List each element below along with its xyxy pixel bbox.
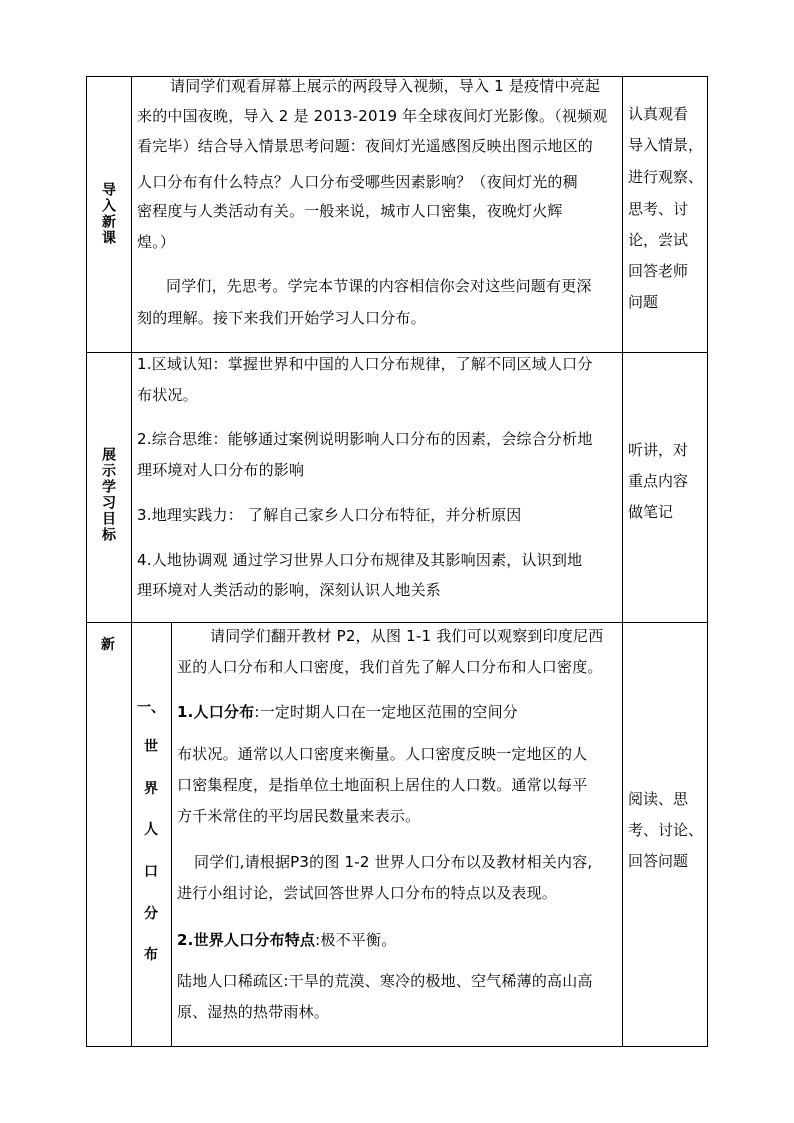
feature-title: 2.世界人口分布特点 [177, 931, 316, 949]
intro-line-7: 同学们，先思考。学完本节课的内容相信你会对这些问题有更深 [166, 277, 592, 295]
section-label-intro: 导入新课 [100, 182, 116, 246]
intro-line-5: 密程度与人类活动有关。一般来说，城市人口密集，夜晚灯火辉 [137, 202, 563, 220]
lesson-line: 同学们,请根据P3的图 1-2 世界人口分布以及教材相关内容, [194, 853, 593, 871]
objective-line: 2.综合思维：能够通过案例说明影响人口分布的因素，会综合分析地 [137, 430, 593, 448]
intro-activity-line: 论，尝试 [628, 231, 689, 249]
intro-activity-line: 回答老师 [628, 262, 689, 280]
intro-line-3: 看完毕）结合导入情景思考问题：夜间灯光遥感图反映出图示地区的 [137, 137, 594, 155]
table-left-border [86, 76, 87, 1047]
intro-activity-line: 认真观看 [628, 105, 689, 123]
lesson-line: 方千米常住的平均居民数量来表示。 [177, 807, 421, 825]
lesson-line: 进行小组讨论，尝试回答世界人口分布的特点以及表现。 [177, 884, 558, 902]
col-divider-label [131, 76, 132, 1047]
sub-label-char: 界 [144, 781, 158, 797]
lesson-line: 请同学们翻开教材 P2，从图 1-1 我们可以观察到印度尼西 [210, 627, 604, 645]
definition-text: :一定时期人口在一定地区范围的空间分 [254, 703, 518, 721]
objective-line: 布状况。 [137, 386, 198, 404]
col-divider-sub [171, 622, 172, 1047]
intro-line-8: 刻的理解。接下来我们开始学习人口分布。 [137, 309, 426, 327]
definition-title: 1.人口分布 [177, 703, 255, 721]
feature-text: :极不平衡。 [315, 931, 397, 949]
sub-label-char: 口 [144, 864, 158, 880]
sub-label-char: 一、 [137, 700, 165, 716]
sub-label-char: 分 [144, 906, 158, 922]
objectives-activity-line: 重点内容 [628, 472, 689, 490]
intro-line-4: 人口分布有什么特点？人口分布受哪些因素影响？（夜间灯光的稠 [137, 173, 578, 191]
col-divider-right [622, 76, 623, 1047]
objectives-activity-line: 听讲，对 [628, 441, 689, 459]
objective-line: 理环境对人口分布的影响 [137, 461, 305, 479]
lesson-line: 口密集程度，是指单位土地面积上居住的人口数。通常以每平 [177, 776, 588, 794]
intro-line-6: 煌。） [137, 233, 176, 251]
lesson-line: 原、湿热的热带雨林。 [177, 1003, 330, 1021]
objective-line: 4.人地协调观 通过学习世界人口分布规律及其影响因素，认识到地 [137, 551, 583, 569]
objective-line: 理环境对人类活动的影响，深刻认识人地关系 [137, 581, 442, 599]
lesson-line: 亚的人口分布和人口密度，我们首先了解人口分布和人口密度。 [177, 658, 603, 676]
lesson-activity-line: 回答问题 [628, 852, 689, 870]
objective-line: 1.区域认知：掌握世界和中国的人口分布规律，了解不同区域人口分 [137, 355, 593, 373]
intro-line-1: 请同学们观看屏幕上展示的两段导入视频，导入 1 是疫情中亮起 [170, 77, 601, 95]
intro-activity-line: 导入情景， [628, 136, 704, 154]
lesson-activity-line: 阅读、思 [628, 790, 689, 808]
intro-activity-line: 问题 [628, 293, 659, 311]
sub-label-char: 世 [144, 739, 158, 755]
section-label-new: 新 [101, 637, 115, 653]
objectives-activity-line: 做笔记 [628, 503, 674, 521]
section-label-objectives: 展示学习目标 [100, 447, 116, 543]
intro-activity-line: 思考、讨 [628, 200, 689, 218]
sub-label-char: 人 [144, 822, 158, 838]
intro-line-2: 来的中国夜晚，导入 2 是 2013-2019 年全球夜间灯光影像。（视频观 [137, 107, 608, 125]
objective-line: 3.地理实践力： 了解自己家乡人口分布特征，并分析原因 [137, 506, 522, 524]
lesson-activity-line: 考、讨论、 [628, 821, 704, 839]
table-bottom-border [86, 1046, 708, 1047]
intro-activity-line: 进行观察、 [628, 168, 704, 186]
sub-label-char: 布 [144, 947, 158, 963]
definition-line [177, 698, 518, 726]
feature-line [177, 926, 396, 954]
lesson-line: 布状况。通常以人口密度来衡量。人口密度反映一定地区的人 [177, 745, 588, 763]
table-right-border [707, 76, 708, 1047]
lesson-line: 陆地人口稀疏区:干旱的荒漠、寒冷的极地、空气稀薄的高山高 [177, 972, 593, 990]
